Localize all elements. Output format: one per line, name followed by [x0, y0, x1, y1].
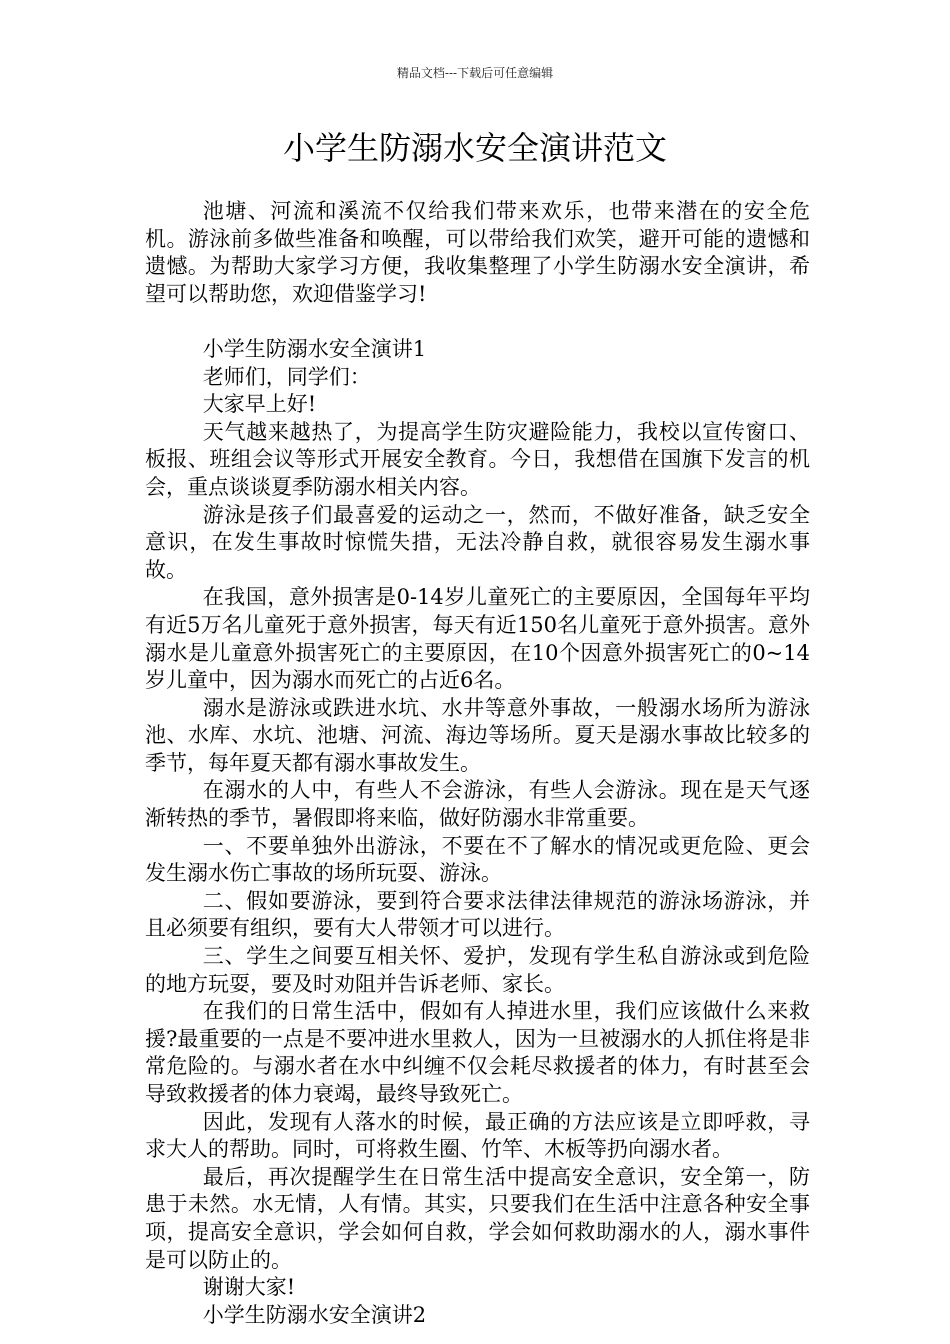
header-note: 精品文档---下载后可任意编辑 — [396, 66, 554, 80]
rule-paragraph: 一、不要单独外出游泳，不要在不了解水的情况或更危险、更会发生溺水伤亡事故的场所玩耍、游泳。 — [145, 833, 810, 886]
body-paragraph: 在我们的日常生活中，假如有人掉进水里，我们应该做什么来救援?最重要的一点是不要冲进水里救人，因为一旦被溺水的人抓住将是非常危险的。与溺水者在水中纠缠不仅会耗尽救援者的体力，有时甚至会导致救援者的体力衰竭，最终导致死亡。 — [145, 999, 810, 1106]
rule-paragraph: 三、学生之间要互相关怀、爱护，发现有学生私自游泳或到危险的地方玩耍，要及时劝阻并告诉老师、家长。 — [145, 944, 810, 996]
rule-paragraph: 二、假如要游泳，要到符合要求法律法律规范的游泳场游泳，并且必须要有组织，要有大人带领才可以进行。 — [145, 888, 810, 941]
body-paragraph: 游泳是孩子们最喜爱的运动之一，然而，不做好准备，缺乏安全意识，在发生事故时惊慌失措，无法冷静自救，就很容易发生溺水事故。 — [145, 502, 810, 582]
salutation: 老师们，同学们： — [202, 364, 371, 389]
body-paragraph: 在我国，意外损害是0-14岁儿童死亡的主要原因，全国每年平均有近5万名儿童死于意外损害，每天有近150名儿童死于意外损害。意外溺水是儿童意外损害死亡的主要原因，在10个因意外损害死亡的0~14岁儿童中，因为溺水而死亡的占近6名。 — [145, 585, 810, 693]
document-title: 小学生防溺水安全演讲范文 — [282, 129, 667, 167]
body-paragraph: 溺水是游泳或跌进水坑、水井等意外事故，一般溺水场所为游泳池、水库、水坑、池塘、河流、海边等场所。夏天是溺水事故比较多的季节，每年夏天都有溺水事故发生。 — [145, 695, 810, 775]
intro-paragraph: 池塘、河流和溪流不仅给我们带来欢乐，也带来潜在的安全危机。游泳前多做些准备和唤醒，可以带给我们欢笑，避开可能的遗憾和遗憾。为帮助大家学习方便，我收集整理了小学生防溺水安全演讲，希望可以帮助您，欢迎借鉴学习! — [145, 199, 810, 306]
section-heading: 小学生防溺水安全演讲2 — [202, 1302, 427, 1327]
body-paragraph: 因此，发现有人落水的时候，最正确的方法应该是立即呼救，寻求大人的帮助。同时，可将救生圈、竹竿、木板等扔向溺水者。 — [145, 1109, 810, 1162]
section-heading: 小学生防溺水安全演讲1 — [202, 336, 427, 361]
body-paragraph: 天气越来越热了，为提高学生防灾避险能力，我校以宣传窗口、板报、班组会议等形式开展安全教育。今日，我想借在国旗下发言的机会，重点谈谈夏季防溺水相关内容。 — [145, 419, 810, 499]
closing-line: 谢谢大家! — [202, 1275, 296, 1300]
document-body — [145, 198, 810, 1329]
body-paragraph: 最后，再次提醒学生在日常生活中提高安全意识，安全第一，防患于未然。水无情，人有情。其实，只要我们在生活中注意各种安全事项，提高安全意识，学会如何自救，学会如何救助溺水的人，溺水事件是可以防止的。 — [145, 1164, 810, 1272]
body-paragraph: 在溺水的人中，有些人不会游泳，有些人会游泳。现在是天气逐渐转热的季节，暑假即将来临，做好防溺水非常重要。 — [145, 778, 810, 831]
greeting: 大家早上好! — [202, 392, 317, 417]
